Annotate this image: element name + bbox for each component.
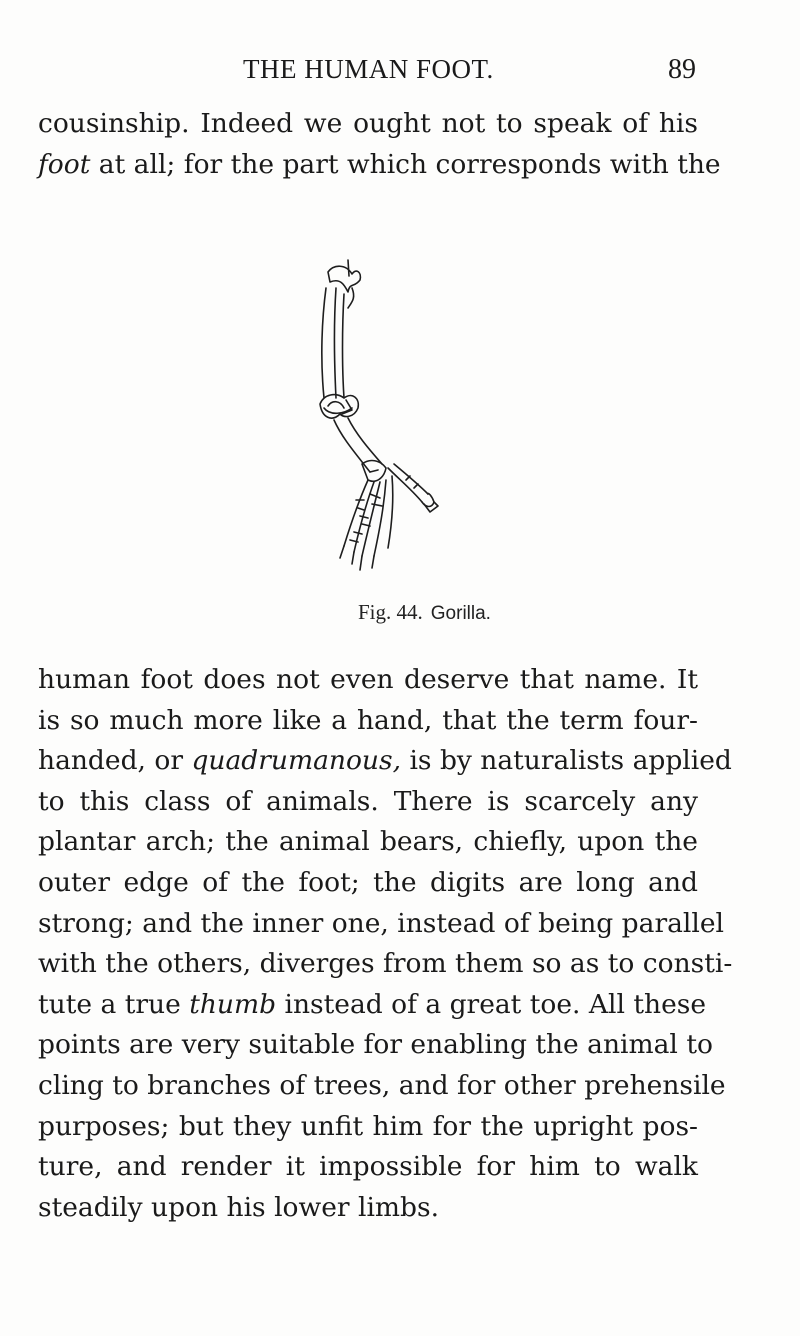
text-line xyxy=(38,145,721,186)
figure-caption-text: Gorilla. xyxy=(430,603,491,624)
text-line: purposes; but they unfit him for the upright pos- xyxy=(38,1110,698,1142)
text-line: to this class of animals. There is scarcely any xyxy=(38,785,698,817)
text-line: is so much more like a hand, that the term four- xyxy=(38,704,698,736)
text-line: outer edge of the foot; the digits are long and xyxy=(38,866,698,898)
gorilla-foot-skeleton-illustration xyxy=(300,258,540,598)
running-head xyxy=(0,54,800,90)
text-line: points are very suitable for enabling the animal to xyxy=(38,1029,713,1061)
text-run: handed, or xyxy=(38,745,192,777)
text-line: strong; and the inner one, instead of being parallel xyxy=(38,907,725,939)
page-number: 89 xyxy=(668,54,696,85)
text-line: plantar arch; the animal bears, chiefly, upon the xyxy=(38,826,698,858)
text-run: is by naturalists applied xyxy=(401,745,732,777)
text-line: cousinship. Indeed we ought not to speak of his xyxy=(38,108,698,139)
italic-word: quadrumanous, xyxy=(191,745,402,777)
figure-caption xyxy=(358,600,491,625)
text-line: cling to branches of trees, and for other prehensile xyxy=(38,1069,726,1101)
text-run: at all; for the part which corresponds with the xyxy=(90,148,721,180)
paragraph-top xyxy=(38,104,721,185)
text-line: ture, and render it impossible for him to walk xyxy=(38,1151,698,1183)
text-line: with the others, diverges from them so as to consti- xyxy=(38,948,733,980)
text-run: tute a true xyxy=(38,988,190,1020)
figure-label: Fig. 44. xyxy=(358,600,423,624)
text-line xyxy=(38,985,707,1026)
paragraph-bottom xyxy=(38,660,733,1228)
text-line: human foot does not even deserve that name. It xyxy=(38,664,698,695)
text-run: instead of a great toe. All these xyxy=(276,988,707,1020)
italic-word: foot xyxy=(38,148,91,180)
text-line xyxy=(38,741,732,782)
text-line: steadily upon his lower limbs. xyxy=(38,1191,440,1223)
italic-word: thumb xyxy=(189,988,277,1020)
running-title: THE HUMAN FOOT. xyxy=(243,54,494,84)
